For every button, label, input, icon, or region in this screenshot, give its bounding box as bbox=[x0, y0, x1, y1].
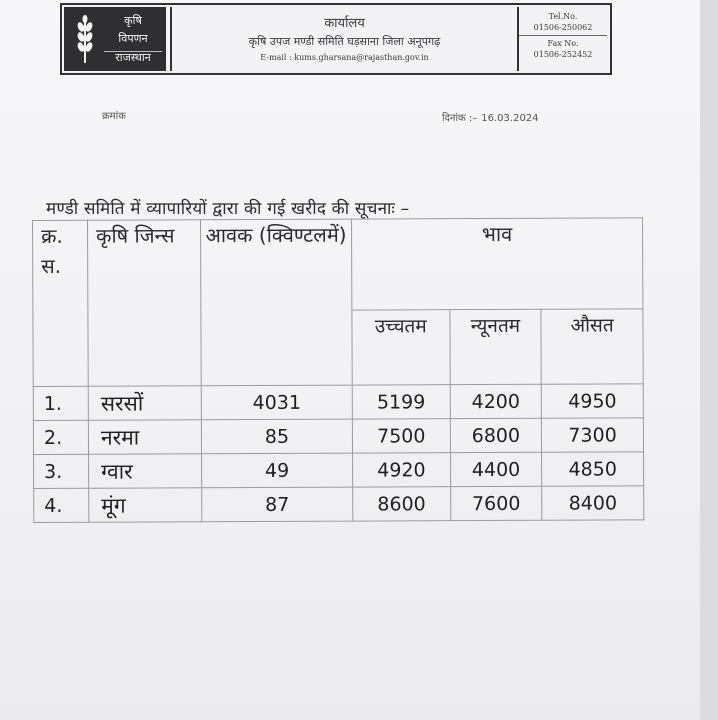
header-avg: औसत bbox=[541, 309, 643, 384]
cell-min: 6800 bbox=[450, 418, 542, 452]
letterhead-center bbox=[170, 7, 519, 71]
table-row bbox=[34, 452, 644, 489]
cell-avg: 4950 bbox=[542, 384, 644, 418]
header-arrival: आवक (क्विण्टलमें) bbox=[201, 219, 353, 386]
page-edge bbox=[700, 0, 718, 720]
date-label: दिनांक :– bbox=[442, 113, 478, 124]
tel-number: 01506-250062 bbox=[533, 23, 593, 32]
cell-max: 5199 bbox=[352, 385, 450, 419]
logo-text-line: कृषि bbox=[124, 14, 142, 27]
office-title: कार्यालय bbox=[324, 16, 365, 31]
cell-serial: 3. bbox=[34, 454, 89, 488]
fax-label: Fax No. bbox=[547, 39, 579, 48]
cell-min: 4200 bbox=[450, 384, 542, 418]
committee-name: कृषि उपज मण्डी समिति घड़साना जिला अनूपगढ़ bbox=[248, 35, 441, 48]
cell-serial: 2. bbox=[33, 420, 88, 454]
cell-avg: 7300 bbox=[542, 418, 644, 452]
cell-arrival: 49 bbox=[202, 453, 353, 488]
cell-crop: ग्वार bbox=[89, 454, 202, 488]
cell-arrival: 87 bbox=[202, 487, 353, 522]
header-crop: कृषि जिन्स bbox=[88, 220, 202, 386]
table-row bbox=[33, 418, 643, 455]
logo-text-line: विपणन bbox=[118, 32, 148, 45]
cell-arrival: 4031 bbox=[201, 385, 352, 420]
purchase-table bbox=[32, 217, 644, 523]
notice-heading: मण्डी समिति में व्यापारियों द्वारा की गई खरीद की सूचनाः – bbox=[46, 199, 410, 219]
header-min: न्यूनतम bbox=[450, 309, 542, 384]
email-address: E-mail : kums.gharsana@rajasthan.gov.in bbox=[260, 53, 429, 62]
cell-avg: 8400 bbox=[542, 486, 644, 520]
serial-label: क्रमांक bbox=[102, 111, 126, 122]
letterhead bbox=[60, 3, 612, 75]
cell-avg: 4850 bbox=[542, 452, 644, 486]
cell-min: 7600 bbox=[450, 486, 542, 520]
table-row bbox=[34, 486, 644, 523]
header-price: भाव bbox=[351, 218, 642, 310]
cell-max: 7500 bbox=[352, 419, 450, 453]
cell-min: 4400 bbox=[450, 452, 542, 486]
logo-text-line: राजस्थान bbox=[104, 51, 162, 64]
cell-crop: मूंग bbox=[89, 488, 202, 522]
cell-max: 8600 bbox=[353, 487, 451, 521]
contact-box bbox=[519, 7, 607, 71]
cell-serial: 4. bbox=[34, 488, 89, 522]
cell-crop: सरसों bbox=[88, 386, 201, 420]
table-header-row bbox=[33, 218, 643, 312]
cell-crop: नरमा bbox=[88, 420, 201, 454]
cell-arrival: 85 bbox=[201, 419, 352, 454]
fax-number: 01506-252452 bbox=[533, 50, 593, 59]
date-line bbox=[442, 110, 543, 124]
wheat-icon bbox=[72, 15, 98, 65]
cell-max: 4920 bbox=[353, 453, 451, 487]
table-row bbox=[33, 384, 643, 421]
date-value: 16.03.2024 bbox=[481, 113, 539, 124]
logo bbox=[64, 7, 166, 71]
header-max: उच्चतम bbox=[352, 310, 450, 385]
cell-serial: 1. bbox=[33, 386, 88, 420]
tel-label: Tel.No. bbox=[548, 12, 578, 21]
header-serial: क्र. स. bbox=[33, 220, 89, 386]
